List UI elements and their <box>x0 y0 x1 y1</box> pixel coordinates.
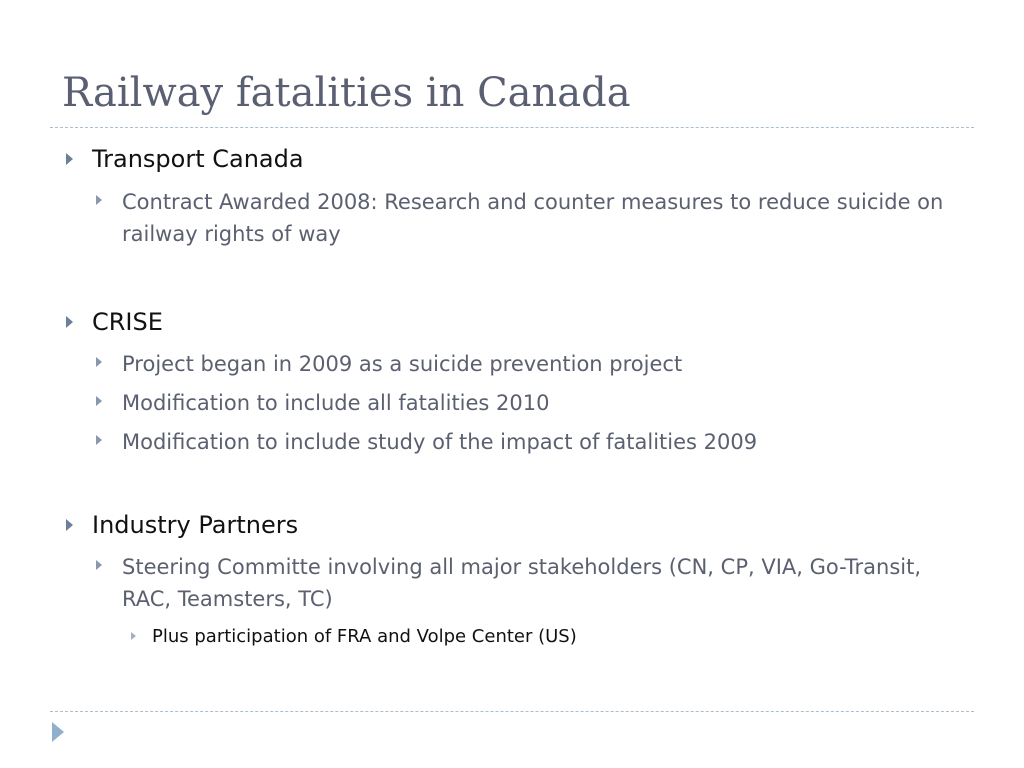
sub-bullet-arrow-icon <box>96 560 102 570</box>
sub-bullet-text: Steering Committe involving all major stakeholders (CN, CP, VIA, Go-Transit, RAC, Teamsters, TC) <box>122 555 922 611</box>
title-divider <box>50 127 974 128</box>
sub-bullet-arrow-icon <box>96 435 102 445</box>
bullet-heading: Transport Canada <box>92 145 304 173</box>
sub-sub-bullet-fra-volpe <box>131 624 952 650</box>
bullet-heading: CRISE <box>92 308 163 336</box>
sub-bullet-contract <box>96 186 962 250</box>
sub-sub-bullet-text: Plus participation of FRA and Volpe Center (US) <box>152 626 577 647</box>
bullet-arrow-icon <box>66 519 73 531</box>
sub-bullet-arrow-icon <box>96 396 102 406</box>
sub-bullet-text: Modification to include study of the impact of fatalities 2009 <box>122 430 758 454</box>
sub-bullet-text: Project began in 2009 as a suicide prevention project <box>122 352 683 376</box>
sub-bullet-arrow-icon <box>96 357 102 367</box>
bullet-transport-canada <box>66 144 304 174</box>
sub-bullet-modification-fatalities <box>96 387 962 419</box>
sub-sub-bullet-arrow-icon <box>131 632 136 640</box>
sub-bullet-steering-committee <box>96 551 962 615</box>
sub-bullet-modification-impact <box>96 426 962 458</box>
sub-bullet-project-began <box>96 348 962 380</box>
bullet-heading: Industry Partners <box>92 511 299 539</box>
slide-title: Railway fatalities in Canada <box>62 70 631 116</box>
sub-bullet-arrow-icon <box>96 195 102 205</box>
bullet-crise <box>66 307 163 337</box>
bullet-arrow-icon <box>66 316 73 328</box>
footer-arrow-icon <box>52 722 64 742</box>
footer-divider <box>50 711 974 712</box>
sub-bullet-text: Modification to include all fatalities 2010 <box>122 391 550 415</box>
sub-bullet-text: Contract Awarded 2008: Research and counter measures to reduce suicide on railway rights of way <box>122 190 944 246</box>
bullet-arrow-icon <box>66 153 73 165</box>
bullet-industry-partners <box>66 510 298 540</box>
